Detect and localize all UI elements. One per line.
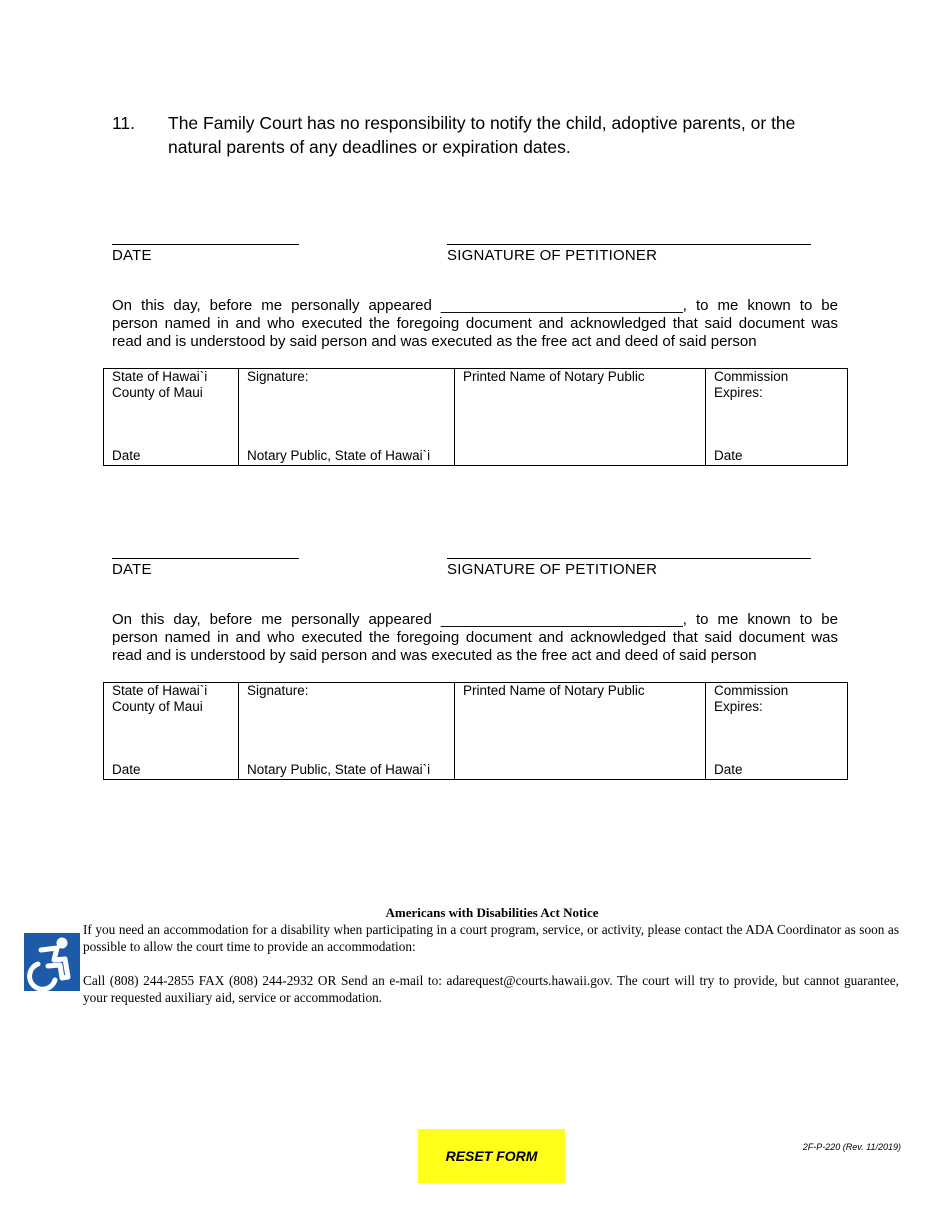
date-line[interactable] [112,244,299,245]
notary-printed-name-cell[interactable] [455,683,706,780]
date-label: Date [112,448,141,463]
ada-paragraph-2: Call (808) 244-2855 FAX (808) 244-2932 OR Send an e-mail to: adarequest@courts.hawaii.gov. The court will try to provide, but cannot guarantee, your requested auxiliary aid, service or accommodation. [83,973,899,1005]
item-number: 11. [112,113,136,133]
signature-label: SIGNATURE OF PETITIONER [447,561,658,578]
county-label: County of Maui [112,699,203,714]
ack-line-1: On this day, before me personally appeared _____________________________, to me known to be [112,297,838,314]
date-label: DATE [112,247,152,264]
ada-notice-title: Americans with Disabilities Act Notice [385,905,599,920]
commission-expires-cell[interactable] [706,369,848,466]
ack-line-3: read and is understood by said person and was executed as the free act and deed of said person [112,333,757,350]
date-line[interactable] [112,558,299,559]
commission-label: Commission [714,369,789,384]
notary-public-label: Notary Public, State of Hawai`i [247,762,431,777]
notary-signature-cell[interactable] [239,369,455,466]
commission-label: Commission [714,683,789,698]
ack-line-1: On this day, before me personally appeared _____________________________, to me known to be [112,611,838,628]
notary-table [103,682,848,780]
state-label: State of Hawai`i [112,683,208,698]
date-label: DATE [112,561,152,578]
reset-form-button[interactable]: RESET FORM [418,1129,565,1183]
item-text [168,111,858,159]
ack-line-2: person named in and who executed the foregoing document and acknowledged that said document was [112,629,838,646]
signature-field-label: Signature: [247,369,309,384]
form-number: 2F-P-220 (Rev. 11/2019) [802,1142,901,1152]
ack-line-3: read and is understood by said person and was executed as the free act and deed of said person [112,647,757,664]
county-label: County of Maui [112,385,203,400]
accessibility-icon-graphic [24,933,80,991]
printed-name-label: Printed Name of Notary Public [463,369,645,384]
ack-line-2: person named in and who executed the foregoing document and acknowledged that said document was [112,315,838,332]
acknowledgment-paragraph [112,297,838,351]
accessibility-icon [24,933,80,991]
notary-public-label: Notary Public, State of Hawai`i [247,448,431,463]
notary-jurisdiction-cell [104,683,239,780]
state-label: State of Hawai`i [112,369,208,384]
signature-line[interactable] [447,244,811,245]
signature-label: SIGNATURE OF PETITIONER [447,247,658,264]
notary-signature-cell[interactable] [239,683,455,780]
notary-printed-name-cell[interactable] [455,369,706,466]
expires-label: Expires: [714,699,763,714]
item-text-line-1: The Family Court has no responsibility to notify the child, adoptive parents, or the [168,113,796,133]
ada-paragraph-1: If you need an accommodation for a disability when participating in a court program, service, or activity, please contact the ADA Coordinator as soon as possible to allow the court time to provide an accommodation: [83,922,899,954]
acknowledgment-paragraph [112,611,838,665]
date-label: Date [714,762,743,777]
date-label: Date [714,448,743,463]
date-label: Date [112,762,141,777]
printed-name-label: Printed Name of Notary Public [463,683,645,698]
notary-jurisdiction-cell [104,369,239,466]
notary-table [103,368,848,466]
expires-label: Expires: [714,385,763,400]
item-text-line-2: natural parents of any deadlines or expiration dates. [168,137,571,157]
signature-field-label: Signature: [247,683,309,698]
commission-expires-cell[interactable] [706,683,848,780]
signature-line[interactable] [447,558,811,559]
